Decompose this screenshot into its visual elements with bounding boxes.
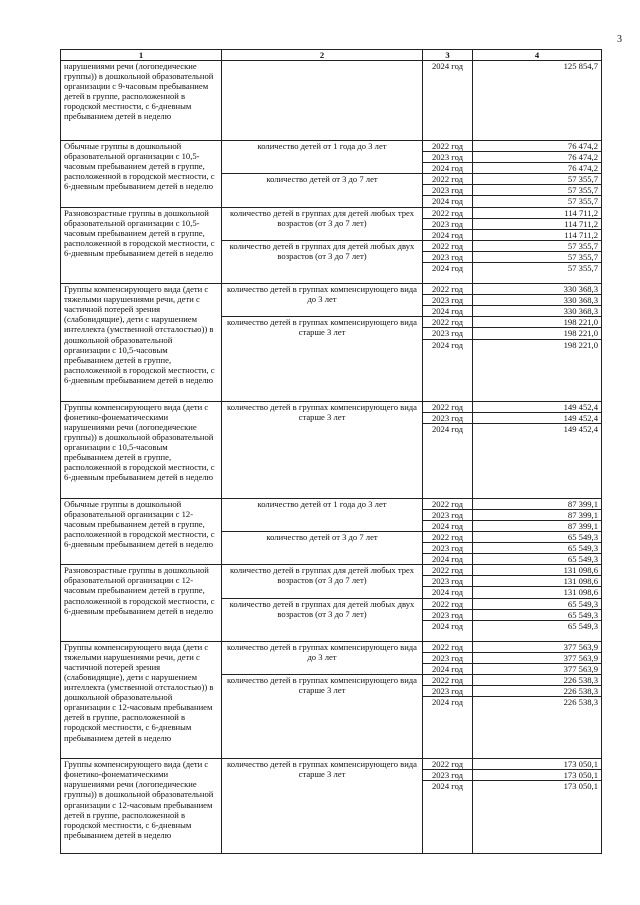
value-cell: 149 452,4 (473, 401, 602, 412)
value-cell: 149 452,4 (473, 412, 602, 423)
value-cell: 57 355,7 (473, 263, 602, 284)
value-cell: 330 368,3 (473, 306, 602, 317)
value-cell: 87 399,1 (473, 509, 602, 520)
year-cell: 2022 год (423, 531, 473, 542)
year-cell: 2023 год (423, 185, 473, 196)
value-cell: 87 399,1 (473, 498, 602, 509)
value-cell: 76 474,2 (473, 141, 602, 152)
value-cell: 125 854,7 (473, 61, 602, 141)
year-cell: 2023 год (423, 412, 473, 423)
value-cell: 65 549,3 (473, 554, 602, 565)
year-cell: 2024 год (423, 61, 473, 141)
year-cell: 2022 год (423, 284, 473, 295)
value-cell: 226 538,3 (473, 675, 602, 686)
value-cell: 57 355,7 (473, 174, 602, 185)
value-cell: 57 355,7 (473, 185, 602, 196)
year-cell: 2023 год (423, 328, 473, 339)
year-cell: 2023 год (423, 770, 473, 781)
table-row (61, 759, 602, 770)
year-cell: 2024 год (423, 697, 473, 759)
indicator-cell: количество детей в группах для детей любых двух возрастов (от 3 до 7 лет) (222, 240, 423, 283)
group-description: Разновозрастные группы в дошкольной образовательной организации с 10,5-часовым пребыванием детей в группе, расположенной в городской местности, с 6-дневным пребыванием детей в неделю (61, 207, 222, 283)
value-cell: 377 563,9 (473, 641, 602, 652)
indicator-cell: количество детей в группах для детей любых двух возрастов (от 3 до 7 лет) (222, 598, 423, 641)
table-row (61, 284, 602, 295)
year-cell: 2024 год (423, 306, 473, 317)
value-cell: 198 221,0 (473, 328, 602, 339)
table-row (61, 498, 602, 509)
year-cell: 2023 год (423, 576, 473, 587)
year-cell: 2022 год (423, 565, 473, 576)
year-cell: 2022 год (423, 317, 473, 328)
year-cell: 2022 год (423, 401, 473, 412)
year-cell: 2024 год (423, 620, 473, 641)
value-cell: 65 549,3 (473, 543, 602, 554)
column-header: 3 (423, 50, 473, 61)
year-cell: 2023 год (423, 295, 473, 306)
value-cell: 226 538,3 (473, 697, 602, 759)
year-cell: 2024 год (423, 587, 473, 598)
year-cell: 2024 год (423, 263, 473, 284)
group-description: Разновозрастные группы в дошкольной образовательной организации с 12-часовым пребыванием детей в группе, расположенной в городской местности, с 6-дневным пребыванием детей в неделю (61, 565, 222, 641)
value-cell: 226 538,3 (473, 686, 602, 697)
year-cell: 2022 год (423, 174, 473, 185)
table-row (61, 565, 602, 576)
group-description: Группы компенсирующего вида (дети с фонетико-фонематическими нарушениями речи (логопедические группы)) в дошкольной образовательной организации с 12-часовым пребыванием детей в группе, расположенной в городской местности, с 6-дневным пребыванием детей в неделю (61, 759, 222, 854)
year-cell: 2023 год (423, 652, 473, 663)
group-description: Группы компенсирующего вида (дети с тяжелыми нарушениями речи, дети с частичной потерей зрения (слабовидящие), дети с нарушением интеллекта (умственной отсталостью)) в дошкольной образовательной организации с 12-часовым пребыванием детей в группе, расположенной в городской местности, с 6-дневным пребыванием детей в неделю (61, 641, 222, 758)
indicator-cell: количество детей в группах компенсирующего вида старше 3 лет (222, 317, 423, 401)
value-cell: 377 563,9 (473, 663, 602, 674)
value-cell: 114 711,2 (473, 218, 602, 229)
table-body (61, 61, 602, 854)
indicator-cell: количество детей от 3 до 7 лет (222, 531, 423, 564)
column-header: 4 (473, 50, 602, 61)
value-cell: 377 563,9 (473, 652, 602, 663)
table-row (61, 207, 602, 218)
page-number: 3 (617, 34, 622, 45)
value-cell: 131 098,6 (473, 565, 602, 576)
group-description: Группы компенсирующего вида (дети с тяжелыми нарушениями речи, дети с частичной потерей зрения (слабовидящие), дети с нарушением интеллекта (умственной отсталостью)) в дошкольной образовательной организации с 10,5-часовым пребыванием детей в группе, расположенной в городской местности, с 6-дневным пребыванием детей в неделю (61, 284, 222, 401)
value-cell: 65 549,3 (473, 531, 602, 542)
column-header: 2 (222, 50, 423, 61)
year-cell: 2024 год (423, 520, 473, 531)
indicator-cell (222, 61, 423, 141)
year-cell: 2022 год (423, 240, 473, 251)
year-cell: 2023 год (423, 686, 473, 697)
year-cell: 2022 год (423, 641, 473, 652)
year-cell: 2023 год (423, 609, 473, 620)
table-header-row (61, 50, 602, 61)
table-row (61, 141, 602, 152)
year-cell: 2023 год (423, 543, 473, 554)
indicator-cell: количество детей от 1 года до 3 лет (222, 141, 423, 174)
value-cell: 57 355,7 (473, 196, 602, 207)
year-cell: 2024 год (423, 781, 473, 854)
value-cell: 330 368,3 (473, 284, 602, 295)
indicator-cell: количество детей в группах компенсирующего вида до 3 лет (222, 641, 423, 674)
year-cell: 2022 год (423, 759, 473, 770)
value-cell: 198 221,0 (473, 339, 602, 401)
indicator-cell: количество детей в группах для детей любых трех возрастов (от 3 до 7 лет) (222, 207, 423, 240)
value-cell: 114 711,2 (473, 207, 602, 218)
year-cell: 2023 год (423, 218, 473, 229)
group-description: Группы компенсирующего вида (дети с фонетико-фонематическими нарушениями речи (логопедические группы)) в дошкольной образовательной организации с 10,5-часовым пребыванием детей в группе, расположенной в городской местности, с 6-дневным пребыванием детей в неделю (61, 401, 222, 498)
year-cell: 2023 год (423, 152, 473, 163)
table-row (61, 641, 602, 652)
value-cell: 65 549,3 (473, 598, 602, 609)
value-cell: 65 549,3 (473, 620, 602, 641)
value-cell: 76 474,2 (473, 163, 602, 174)
year-cell: 2024 год (423, 229, 473, 240)
year-cell: 2022 год (423, 207, 473, 218)
group-description: нарушениями речи (логопедические группы)) в дошкольной образовательной организации с 9-часовым пребыванием детей в группе, расположенной в городской местности, с 6-дневным пребыванием детей в неделю (61, 61, 222, 141)
value-cell: 173 050,1 (473, 759, 602, 770)
year-cell: 2023 год (423, 251, 473, 262)
value-cell: 57 355,7 (473, 251, 602, 262)
year-cell: 2024 год (423, 339, 473, 401)
year-cell: 2023 год (423, 509, 473, 520)
table-row (61, 61, 602, 141)
year-cell: 2022 год (423, 598, 473, 609)
year-cell: 2024 год (423, 163, 473, 174)
value-cell: 330 368,3 (473, 295, 602, 306)
indicator-cell: количество детей от 1 года до 3 лет (222, 498, 423, 531)
year-cell: 2022 год (423, 675, 473, 686)
group-description: Обычные группы в дошкольной образовательной организации с 12-часовым пребыванием детей в группе, расположенной в городской местности, с 6-дневным пребыванием детей в неделю (61, 498, 222, 565)
value-cell: 173 050,1 (473, 770, 602, 781)
tariff-table (60, 49, 602, 854)
value-cell: 87 399,1 (473, 520, 602, 531)
column-header: 1 (61, 50, 222, 61)
indicator-cell: количество детей от 3 до 7 лет (222, 174, 423, 207)
value-cell: 76 474,2 (473, 152, 602, 163)
indicator-cell: количество детей в группах компенсирующего вида старше 3 лет (222, 675, 423, 759)
year-cell: 2022 год (423, 141, 473, 152)
value-cell: 65 549,3 (473, 609, 602, 620)
year-cell: 2024 год (423, 423, 473, 498)
value-cell: 131 098,6 (473, 576, 602, 587)
year-cell: 2024 год (423, 196, 473, 207)
indicator-cell: количество детей в группах для детей любых трех возрастов (от 3 до 7 лет) (222, 565, 423, 598)
group-description: Обычные группы в дошкольной образовательной организации с 10,5-часовым пребыванием детей в группе, расположенной в городской местности, с 6-дневным пребыванием детей в неделю (61, 141, 222, 208)
value-cell: 198 221,0 (473, 317, 602, 328)
year-cell: 2024 год (423, 663, 473, 674)
value-cell: 57 355,7 (473, 240, 602, 251)
value-cell: 149 452,4 (473, 423, 602, 498)
value-cell: 173 050,1 (473, 781, 602, 854)
value-cell: 114 711,2 (473, 229, 602, 240)
value-cell: 131 098,6 (473, 587, 602, 598)
indicator-cell: количество детей в группах компенсирующего вида до 3 лет (222, 284, 423, 317)
indicator-cell: количество детей в группах компенсирующего вида старше 3 лет (222, 401, 423, 498)
table-row (61, 401, 602, 412)
indicator-cell: количество детей в группах компенсирующего вида старше 3 лет (222, 759, 423, 854)
year-cell: 2024 год (423, 554, 473, 565)
year-cell: 2022 год (423, 498, 473, 509)
